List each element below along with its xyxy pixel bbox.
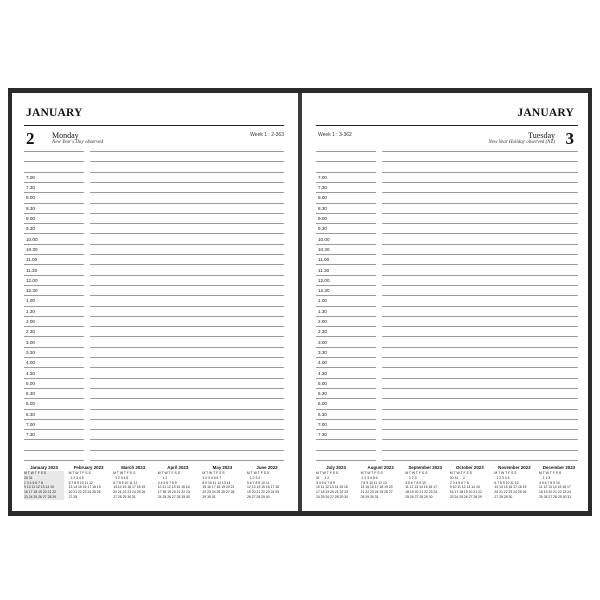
ruled-line (316, 398, 376, 399)
ruled-line (90, 182, 284, 183)
time-label: 5.00 (318, 380, 327, 386)
mini-calendar-month: August 2023 (367, 465, 394, 470)
ruled-line (90, 306, 284, 307)
mini-calendar-days: M T W T F S S 1 2 3 4 5 6 7 8 9 10 11 12 13 14 15 16 17 18 19 20 21 22 23 24 25 26 27 28 (68, 471, 101, 499)
ruled-line (90, 336, 284, 337)
time-label: 10.00 (318, 236, 330, 242)
ruled-line (316, 264, 376, 265)
time-label: 8.30 (318, 205, 327, 211)
time-label: 8.00 (318, 195, 327, 201)
time-label: 9.30 (26, 226, 35, 232)
ruled-line (90, 213, 284, 214)
week-info: Week 1 : 3-362 (318, 132, 352, 138)
time-label: 7.30 (26, 185, 35, 191)
ruled-line (316, 182, 376, 183)
ruled-line (316, 378, 376, 379)
ruled-line (382, 409, 578, 410)
time-label: 4.00 (26, 360, 35, 366)
ruled-line (24, 409, 84, 410)
ruled-line (382, 306, 578, 307)
ruled-line (382, 367, 578, 368)
mini-calendar-days: M T W T F S S 1 2 3 4 5 6 7 8 9 10 11 12 13 14 15 16 17 18 19 20 21 22 23 24 25 26 27 28 29 30 31 (360, 471, 393, 499)
ruled-line (90, 367, 284, 368)
time-label: 11.00 (26, 257, 38, 263)
mini-calendar-days: M T W T F S S 1 2 3 4 5 6 7 8 9 10 11 12 13 14 15 16 17 18 19 20 21 22 23 24 25 26 27 28 29 30 (157, 471, 190, 499)
ruled-line (382, 213, 578, 214)
ruled-line (382, 233, 578, 234)
time-label: 11.30 (26, 267, 38, 273)
time-label: 9.30 (318, 226, 327, 232)
time-label: 12.30 (318, 288, 330, 294)
ruled-line (90, 223, 284, 224)
ruled-line (316, 254, 376, 255)
day-number: 2 (26, 129, 35, 148)
mini-calendar (361, 465, 401, 500)
ruled-line (382, 429, 578, 430)
ruled-line (316, 367, 376, 368)
ruled-line (90, 429, 284, 430)
mini-calendar-days: M T W T F S S 1 2 3 4 5 6 7 8 9 10 11 12 13 14 15 16 17 18 19 20 21 22 23 24 25 26 27 28 29 30 (494, 471, 527, 499)
ruled-line (382, 275, 578, 276)
ruled-line (316, 429, 376, 430)
ruled-line (316, 326, 376, 327)
week-info: Week 1 : 2-363 (250, 132, 284, 138)
mini-calendar (494, 465, 534, 500)
time-label: 8.30 (26, 205, 35, 211)
ruled-line (316, 203, 376, 204)
ruled-line (90, 357, 284, 358)
time-label: 12.30 (26, 288, 38, 294)
ruled-line (316, 347, 376, 348)
ruled-line (382, 398, 578, 399)
time-label: 10.00 (26, 236, 38, 242)
time-label: 1.00 (318, 298, 327, 304)
ruled-line (24, 388, 84, 389)
ruled-line (24, 347, 84, 348)
mini-calendar-month: December 2023 (542, 465, 576, 470)
time-label: 4.30 (26, 370, 35, 376)
time-label: 4.30 (318, 370, 327, 376)
ruled-line (316, 192, 376, 193)
ruled-line (24, 439, 84, 440)
mini-calendar-month: May 2023 (212, 465, 233, 470)
ruled-line (90, 233, 284, 234)
mini-calendar (158, 465, 198, 500)
ruled-line (382, 223, 578, 224)
left-page (12, 93, 298, 511)
holiday-note: New Year Holiday observed (NZ) (488, 140, 555, 145)
ruled-line (316, 316, 376, 317)
ruled-line (382, 151, 578, 152)
ruled-line (382, 388, 578, 389)
time-label: 12.00 (26, 277, 38, 283)
mini-calendar-days: M T W T F S S 31 1 2 3 4 5 6 7 8 9 10 11 12 13 14 15 16 17 18 19 20 21 22 23 24 25 26 27 28 29 30 (316, 471, 349, 499)
ruled-line (90, 388, 284, 389)
mini-calendar (405, 465, 445, 500)
ruled-line (316, 439, 376, 440)
time-label: 8.00 (26, 195, 35, 201)
ruled-line (90, 460, 284, 461)
ruled-line (24, 182, 84, 183)
ruled-line (24, 306, 84, 307)
holiday-note: New Year's Day observed (52, 140, 104, 145)
mini-calendar-month: January 2023 (30, 465, 58, 470)
right-page (302, 93, 588, 511)
ruled-line (24, 275, 84, 276)
ruled-line (90, 244, 284, 245)
ruled-line (382, 285, 578, 286)
ruled-line (316, 275, 376, 276)
ruled-line (316, 244, 376, 245)
ruled-line (90, 161, 284, 162)
mini-calendar-month: April 2023 (167, 465, 189, 470)
mini-calendar (247, 465, 287, 500)
time-label: 7.30 (318, 185, 327, 191)
ruled-line (90, 264, 284, 265)
time-label: 10.30 (318, 246, 330, 252)
time-label: 6.00 (26, 401, 35, 407)
ruled-line (316, 233, 376, 234)
ruled-line (24, 460, 84, 461)
time-label: 6.30 (318, 411, 327, 417)
ruled-line (382, 316, 578, 317)
mini-calendar-days: M T W T F S S 1 2 3 4 5 6 7 8 9 10 11 12 13 14 15 16 17 18 19 20 21 22 23 24 25 26 27 28 29 30 31 (113, 471, 146, 499)
time-label: 9.00 (318, 216, 327, 221)
ruled-line (382, 172, 578, 173)
ruled-line (382, 295, 578, 296)
ruled-line (24, 151, 84, 152)
ruled-line (90, 419, 284, 420)
mini-calendar (202, 465, 242, 500)
title-rule (24, 125, 284, 126)
ruled-line (24, 295, 84, 296)
ruled-line (382, 347, 578, 348)
mini-calendar-days: M T W T F S S 1 2 3 4 5 6 7 8 9 10 11 12 13 14 15 16 17 18 19 20 21 22 23 24 25 26 27 28 29 30 31 (539, 471, 572, 499)
time-label: 3.00 (318, 339, 327, 345)
ruled-line (316, 357, 376, 358)
ruled-line (90, 151, 284, 152)
time-label: 1.30 (26, 308, 35, 314)
time-label: 9.00 (26, 216, 35, 221)
mini-calendar-month: October 2023 (455, 465, 484, 470)
mini-calendar (316, 465, 356, 500)
day-number: 3 (565, 129, 574, 148)
title-rule (316, 125, 578, 126)
ruled-line (90, 275, 284, 276)
time-label: 2.30 (318, 329, 327, 335)
mini-calendar-month: June 2023 (256, 465, 278, 470)
ruled-line (382, 357, 578, 358)
ruled-line (24, 192, 84, 193)
ruled-line (316, 172, 376, 173)
ruled-line (316, 419, 376, 420)
ruled-line (382, 161, 578, 162)
mini-calendar-month: July 2023 (326, 465, 346, 470)
ruled-line (24, 429, 84, 430)
ruled-line (90, 254, 284, 255)
ruled-line (382, 182, 578, 183)
time-label: 4.00 (318, 360, 327, 366)
ruled-line (90, 450, 284, 451)
ruled-line (24, 244, 84, 245)
mini-calendar (113, 465, 153, 500)
mini-calendar-month: February 2023 (73, 465, 104, 470)
ruled-line (24, 172, 84, 173)
ruled-line (382, 326, 578, 327)
ruled-line (316, 161, 376, 162)
time-label: 3.30 (318, 349, 327, 355)
ruled-line (90, 285, 284, 286)
month-title: JANUARY (26, 107, 83, 119)
ruled-line (316, 295, 376, 296)
mini-calendar-days: M T W T F S S 1 2 3 4 5 6 7 8 9 10 11 12 13 14 15 16 17 18 19 20 21 22 23 24 25 26 27 28 29 30 31 (202, 471, 235, 499)
ruled-line (382, 460, 578, 461)
ruled-line (24, 398, 84, 399)
ruled-line (24, 233, 84, 234)
time-label: 3.00 (26, 339, 35, 345)
ruled-line (90, 203, 284, 204)
ruled-line (316, 223, 376, 224)
ruled-line (382, 244, 578, 245)
time-label: 11.00 (318, 257, 330, 263)
time-label: 6.30 (26, 411, 35, 417)
ruled-line (316, 213, 376, 214)
time-label: 6.00 (318, 401, 327, 407)
mini-calendar-month: September 2023 (408, 465, 443, 470)
mini-calendar-month: November 2023 (498, 465, 531, 470)
mini-calendar (450, 465, 490, 500)
ruled-line (316, 460, 376, 461)
mini-calendar-month: March 2023 (121, 465, 146, 470)
ruled-line (382, 439, 578, 440)
day-name: Tuesday (528, 131, 555, 140)
ruled-line (90, 378, 284, 379)
ruled-line (316, 450, 376, 451)
time-label: 7.00 (26, 174, 35, 180)
ruled-line (90, 295, 284, 296)
ruled-line (316, 285, 376, 286)
ruled-line (382, 203, 578, 204)
ruled-line (316, 151, 376, 152)
day-name: Monday (52, 131, 79, 140)
ruled-line (382, 336, 578, 337)
ruled-line (90, 316, 284, 317)
ruled-line (90, 439, 284, 440)
time-label: 3.30 (26, 349, 35, 355)
ruled-line (382, 378, 578, 379)
time-label: 1.00 (26, 298, 35, 304)
time-label: 11.30 (318, 267, 330, 273)
ruled-line (24, 419, 84, 420)
ruled-line (90, 192, 284, 193)
ruled-line (24, 213, 84, 214)
ruled-line (382, 450, 578, 451)
time-label: 2.00 (26, 319, 35, 324)
time-label: 5.00 (26, 380, 35, 386)
time-label: 7.30 (26, 432, 35, 438)
time-label: 7.30 (318, 432, 327, 438)
ruled-line (382, 419, 578, 420)
mini-calendar-days: M T W T F S S 30 31 1 2 3 4 5 6 7 8 9 10 11 12 13 14 15 16 17 18 19 20 21 22 23 24 25 26 27 28 29 (449, 471, 482, 499)
ruled-line (24, 378, 84, 379)
month-title: JANUARY (517, 107, 574, 119)
ruled-line (90, 409, 284, 410)
ruled-line (24, 161, 84, 162)
ruled-line (382, 254, 578, 255)
ruled-line (24, 326, 84, 327)
time-label: 7.00 (318, 174, 327, 180)
ruled-line (24, 264, 84, 265)
time-label: 5.30 (26, 391, 35, 397)
time-label: 2.00 (318, 319, 327, 324)
time-label: 10.30 (26, 246, 38, 252)
ruled-line (24, 285, 84, 286)
time-label: 2.30 (26, 329, 35, 335)
ruled-line (24, 336, 84, 337)
ruled-line (24, 316, 84, 317)
ruled-line (24, 254, 84, 255)
ruled-line (24, 203, 84, 204)
ruled-line (24, 450, 84, 451)
ruled-line (24, 367, 84, 368)
ruled-line (90, 347, 284, 348)
mini-calendar (24, 465, 64, 500)
ruled-line (24, 223, 84, 224)
time-label: 1.30 (318, 308, 327, 314)
mini-calendar-days: M T W T F S S 1 2 3 4 5 6 7 8 9 10 11 12 13 14 15 16 17 18 19 20 21 22 23 24 25 26 27 28 29 30 (247, 471, 280, 499)
ruled-line (382, 264, 578, 265)
ruled-line (316, 306, 376, 307)
ruled-line (316, 409, 376, 410)
ruled-line (316, 336, 376, 337)
time-label: 7.00 (26, 422, 35, 427)
ruled-line (90, 326, 284, 327)
ruled-line (90, 398, 284, 399)
ruled-line (24, 357, 84, 358)
mini-calendar-days: M T W T F S S 30 31 2 3 4 5 6 7 8 9 10 11 12 13 14 15 16 17 18 19 20 21 22 23 24 25 26 27 28 29 (24, 471, 64, 500)
mini-calendar-days: M T W T F S S 1 2 3 4 5 6 7 8 9 10 11 12 13 14 15 16 17 18 19 20 21 22 23 24 25 26 27 28 29 30 (405, 471, 438, 499)
ruled-line (316, 388, 376, 389)
mini-calendar (539, 465, 579, 500)
time-label: 7.00 (318, 422, 327, 427)
time-label: 12.00 (318, 277, 330, 283)
time-label: 5.30 (318, 391, 327, 397)
mini-calendar (69, 465, 109, 500)
ruled-line (382, 192, 578, 193)
ruled-line (90, 172, 284, 173)
